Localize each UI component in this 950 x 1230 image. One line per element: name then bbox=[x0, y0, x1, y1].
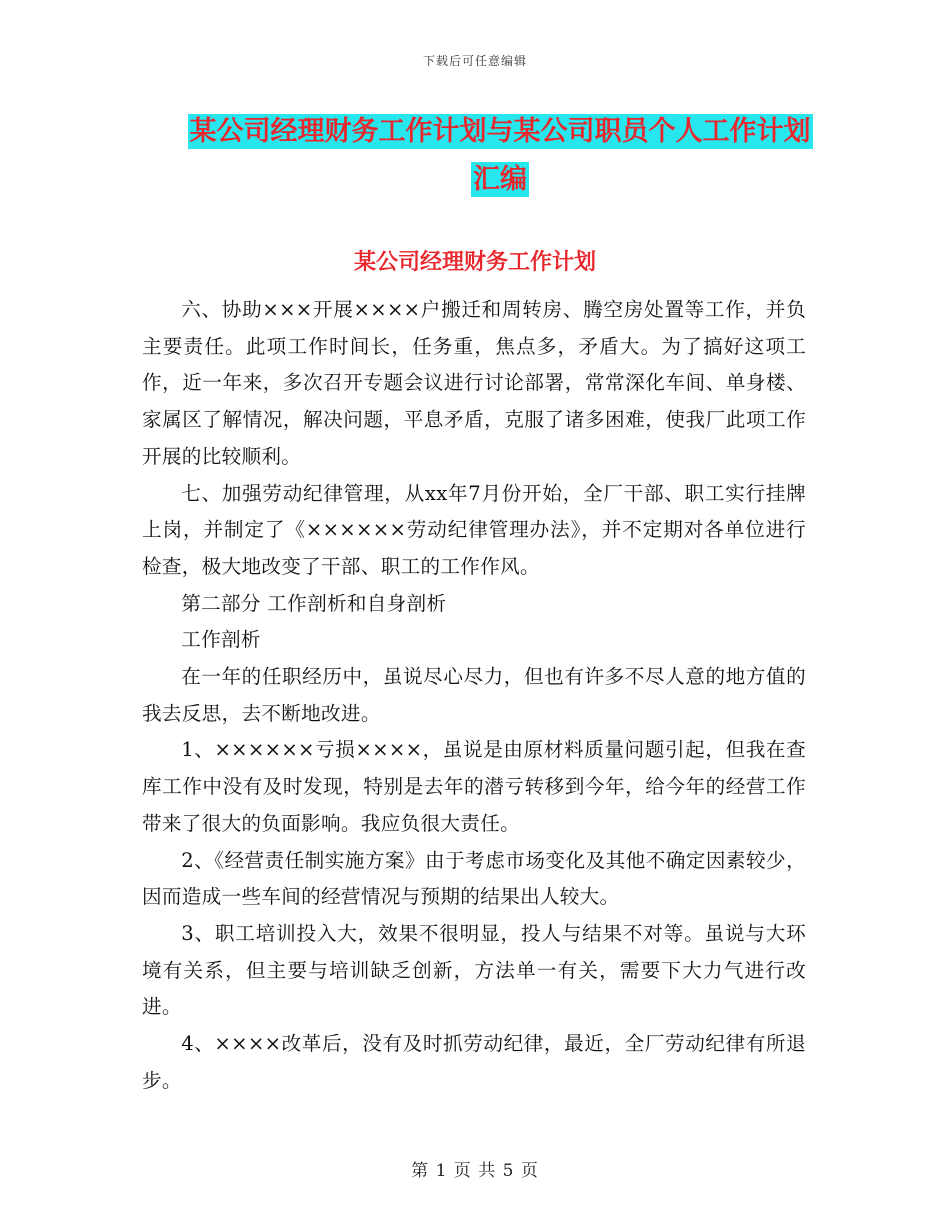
paragraph-heading: 第二部分 工作剖析和自身剖析 bbox=[181, 591, 447, 615]
paragraph: 3、职工培训投入大，效果不很明显，投人与结果不对等。虽说与大环境有关系，但主要与培训缺乏创新，方法单一有关，需要下大力气进行改进。 bbox=[142, 921, 806, 1019]
section-title: 某公司经理财务工作计划 bbox=[353, 250, 596, 275]
document-title-line-2: 汇编 bbox=[473, 164, 527, 195]
paragraph: 七、加强劳动纪律管理，从xx年7月份开始，全厂干部、职工实行挂牌上岗，并制定了《××××××劳动纪律管理办法》，并不定期对各单位进行检查，极大地改变了干部、职工的工作作风。 bbox=[142, 481, 806, 578]
paragraph: 4、××××改革后，没有及时抓劳动纪律，最近，全厂劳动纪律有所退步。 bbox=[142, 1032, 806, 1092]
paragraph-subheading: 工作剖析 bbox=[181, 628, 261, 652]
paragraph: 在一年的任职经历中，虽说尽心尽力，但也有许多不尽人意的地方值的我去反思，去不断地改进。 bbox=[142, 665, 806, 725]
paragraph: 1、××××××亏损××××，虽说是由原材料质量问题引起，但我在查库工作中没有及时发现，特别是去年的潜亏转移到今年，给今年的经营工作带来了很大的负面影响。我应负很大责任。 bbox=[142, 738, 806, 835]
paragraph: 2、《经营责任制实施方案》由于考虑市场变化及其他不确定因素较少，因而造成一些车间的经营情况与预期的结果出人较大。 bbox=[142, 848, 806, 909]
paragraph: 六、协助×××开展××××户搬迁和周转房、腾空房处置等工作，并负主要责任。此项工作时间长，任务重，焦点多，矛盾大。为了搞好这项工作，近一年来，多次召开专题会议进行讨论部署，常常深化车间、单身楼、家属区了解情况，解决问题，平息矛盾，克服了诸多困难，使我厂此项工作开展的比较顺利。 bbox=[142, 298, 806, 468]
page-number-footer: 第 1 页 共 5 页 bbox=[411, 1161, 539, 1181]
document-title-line-1: 某公司经理财务工作计划与某公司职员个人工作计划 bbox=[189, 116, 811, 147]
document-body bbox=[142, 292, 806, 1099]
document-title bbox=[150, 108, 850, 204]
header-note: 下载后可任意编辑 bbox=[422, 54, 527, 68]
